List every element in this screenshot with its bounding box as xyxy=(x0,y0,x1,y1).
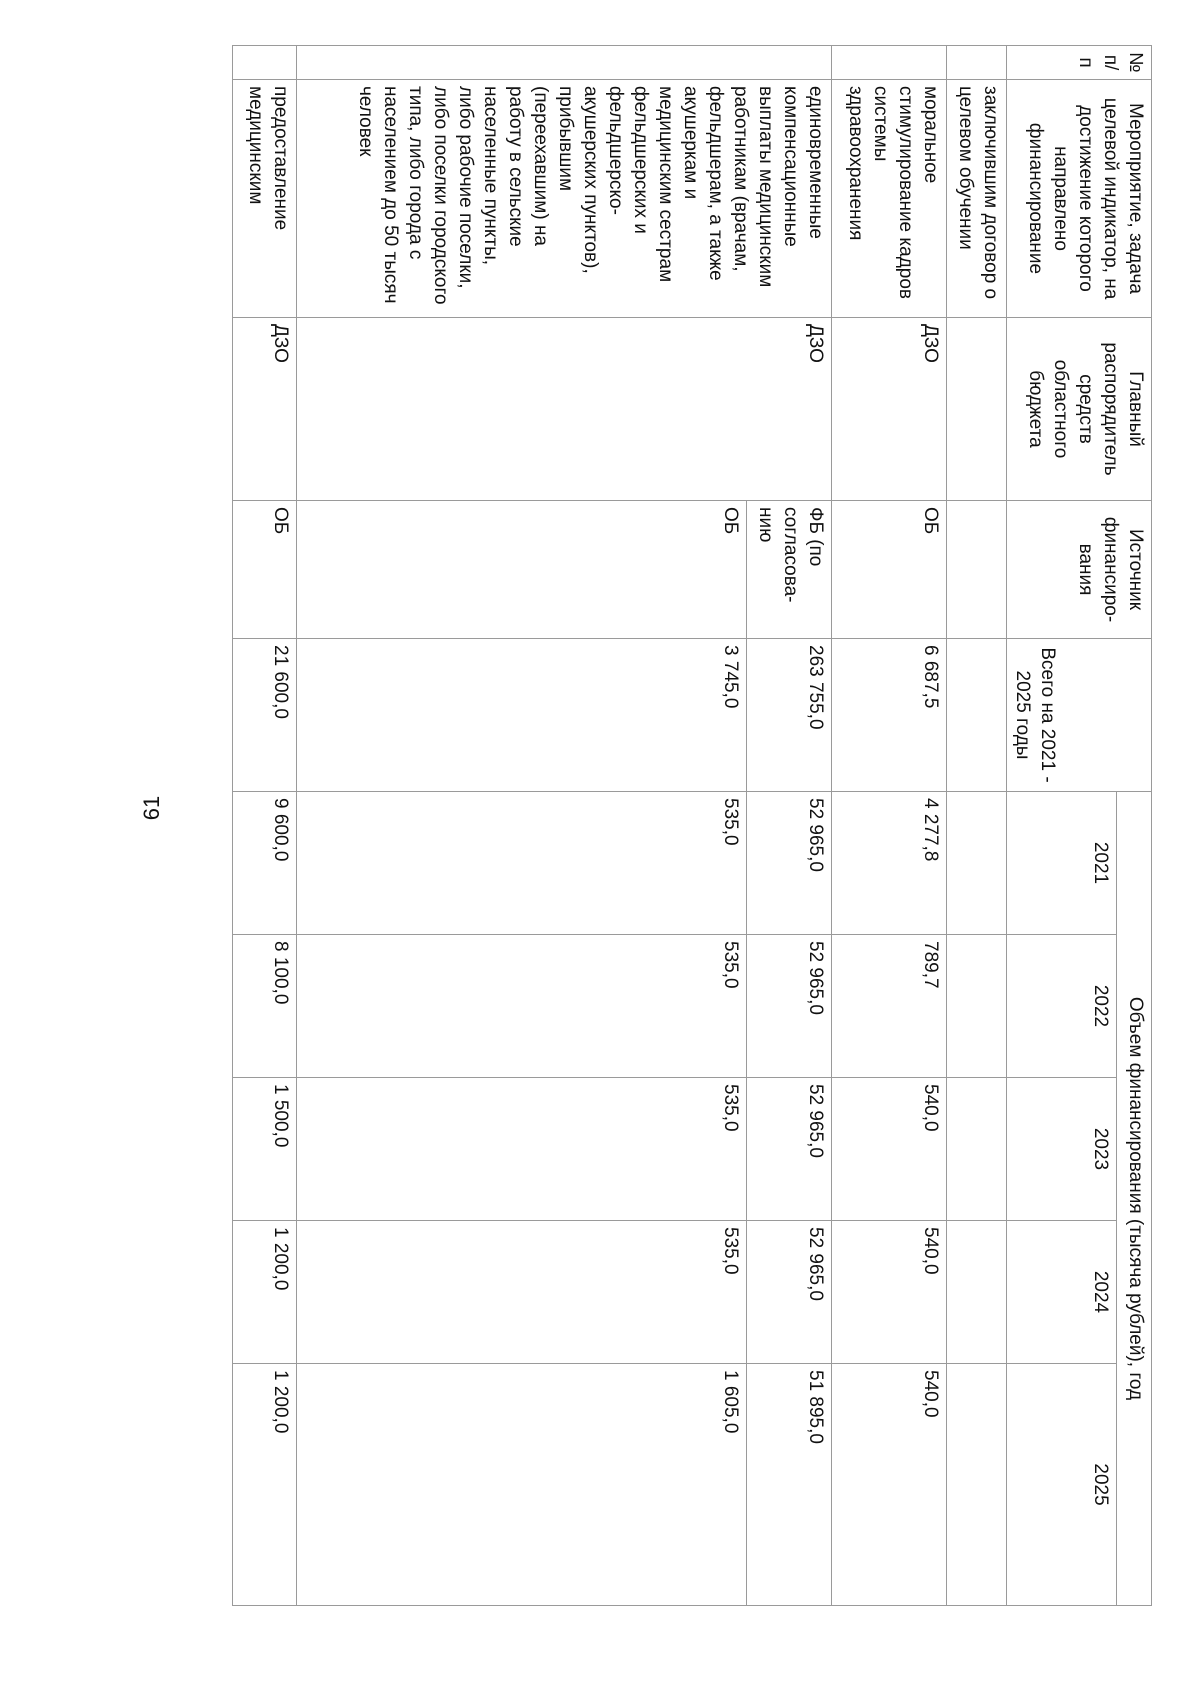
header-measure: Мероприятие, задача целевой индикатор, на достижение которого направлено финансирование xyxy=(1007,80,1152,318)
row-source xyxy=(947,501,1007,639)
row-manager: ДЗО xyxy=(233,318,297,501)
row-value xyxy=(947,1078,1007,1221)
page-number: 61 xyxy=(139,795,164,821)
row-value: 540,0 xyxy=(832,1221,947,1364)
header-total: Всего на 2021 - 2025 годы xyxy=(1007,639,1152,792)
table-row xyxy=(947,46,1007,1606)
row-value: 789,7 xyxy=(832,935,947,1078)
row-value xyxy=(947,1364,1007,1606)
row-total: 21 600,0 xyxy=(233,639,297,792)
row-value: 1 200,0 xyxy=(233,1221,297,1364)
header-year: 2025 xyxy=(1007,1364,1117,1606)
row-value xyxy=(947,935,1007,1078)
row-manager xyxy=(947,318,1007,501)
row-value: 52 965,0 xyxy=(747,935,832,1078)
row-value: 535,0 xyxy=(297,1078,747,1221)
header-year: 2022 xyxy=(1007,935,1117,1078)
row-value: 535,0 xyxy=(297,1221,747,1364)
header-year: 2021 xyxy=(1007,792,1117,935)
row-value: 1 500,0 xyxy=(233,1078,297,1221)
header-funding: Объем финансирования (тысяча рублей), год xyxy=(1117,792,1152,1606)
row-value: 540,0 xyxy=(832,1364,947,1606)
row-value: 535,0 xyxy=(297,935,747,1078)
table-row xyxy=(832,46,947,1606)
row-source: ОБ xyxy=(832,501,947,639)
header-manager: Главный распорядитель средств областного бюджета xyxy=(1007,318,1152,501)
row-number xyxy=(832,46,947,80)
header-year: 2024 xyxy=(1007,1221,1117,1364)
row-value: 8 100,0 xyxy=(233,935,297,1078)
row-source: ОБ xyxy=(233,501,297,639)
table-row xyxy=(747,46,832,1606)
row-measure: предоставление медицинским xyxy=(233,80,297,318)
row-manager: ДЗО xyxy=(832,318,947,501)
row-manager: ДЗО xyxy=(297,318,832,501)
row-number xyxy=(233,46,297,80)
table-row xyxy=(233,46,297,1606)
row-value xyxy=(947,1221,1007,1364)
funding-table xyxy=(232,45,1152,1606)
row-measure: моральное стимулирование кадров системы здравоохранения xyxy=(832,80,947,318)
row-value: 1 605,0 xyxy=(297,1364,747,1606)
row-value: 52 965,0 xyxy=(747,1078,832,1221)
header-source: Источник финансиро-вания xyxy=(1007,501,1152,639)
row-total: 263 755,0 xyxy=(747,639,832,792)
row-number xyxy=(947,46,1007,80)
row-total: 6 687,5 xyxy=(832,639,947,792)
row-source: ФБ (по согласова-нию xyxy=(747,501,832,639)
row-value: 4 277,8 xyxy=(832,792,947,935)
row-value: 52 965,0 xyxy=(747,792,832,935)
header-year: 2023 xyxy=(1007,1078,1117,1221)
row-value: 535,0 xyxy=(297,792,747,935)
header-row xyxy=(1117,46,1152,1606)
rotated-table-container xyxy=(202,45,1152,1605)
row-number xyxy=(297,46,832,80)
row-total xyxy=(947,639,1007,792)
row-total: 3 745,0 xyxy=(297,639,747,792)
row-measure: заключившим договор о целевом обучении xyxy=(947,80,1007,318)
row-value: 1 200,0 xyxy=(233,1364,297,1606)
row-measure: единовременные компенсационные выплаты медицинским работникам (врачам, фельдшерам, а также акушеркам и медицинским сестрам фельдшерских и фельдшерско-акушерских пунктов), прибывшим (переехавшим) на работу в сельские населенные пункты, либо рабочие поселки, либо поселки городского типа, либо города с населением до 50 тысяч человек xyxy=(297,80,832,318)
row-value: 540,0 xyxy=(832,1078,947,1221)
row-value: 9 600,0 xyxy=(233,792,297,935)
row-value xyxy=(947,792,1007,935)
row-value: 52 965,0 xyxy=(747,1221,832,1364)
row-value: 51 895,0 xyxy=(747,1364,832,1606)
header-number: № п/п xyxy=(1007,46,1152,80)
row-source: ОБ xyxy=(297,501,747,639)
